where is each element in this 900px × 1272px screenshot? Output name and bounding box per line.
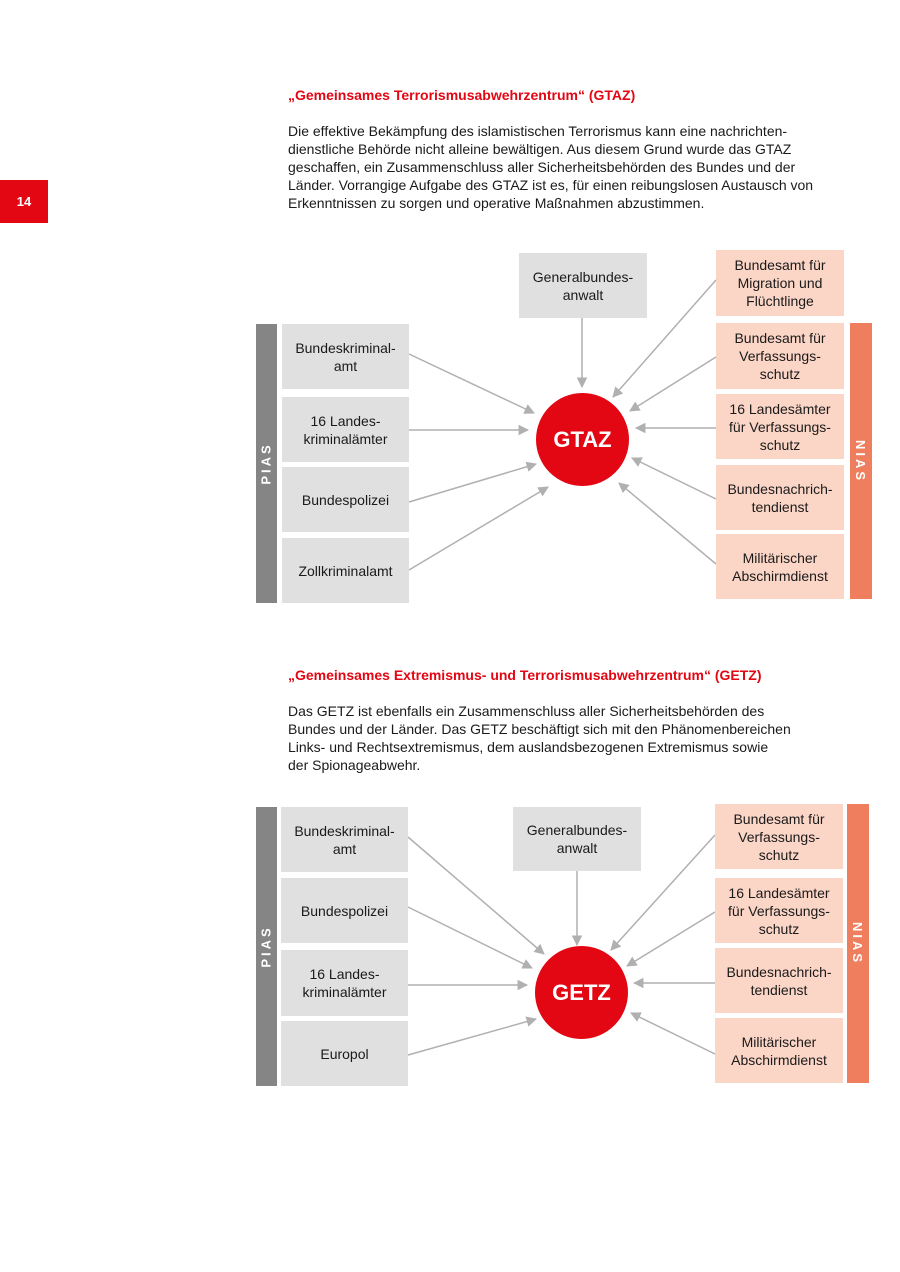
getz-circle: GETZ bbox=[535, 946, 628, 1039]
box-bamf: Bundesamt für Migration und Flüchtlinge bbox=[716, 250, 844, 316]
box-lfv: 16 Landesämter für Verfassungs- schutz bbox=[715, 878, 843, 943]
box-europol: Europol bbox=[281, 1021, 408, 1086]
arrow-right4-to-getz bbox=[631, 1013, 715, 1054]
nias-bar bbox=[847, 804, 869, 1083]
box-bundeskriminalamt: Bundeskriminal- amt bbox=[282, 324, 409, 389]
gtaz-heading: „Gemeinsames Terrorismusabwehrzentrum“ (GTAZ) bbox=[288, 87, 636, 103]
box-bfv: Bundesamt für Verfassungs- schutz bbox=[716, 323, 844, 389]
box-lfv: 16 Landesämter für Verfassungs- schutz bbox=[716, 394, 844, 459]
box-mad: Militärischer Abschirmdienst bbox=[715, 1018, 843, 1083]
arrow-left2-to-getz bbox=[408, 907, 532, 968]
box-landeskriminalaemter: 16 Landes- kriminalämter bbox=[282, 397, 409, 462]
pias-label: PIAS bbox=[259, 442, 274, 485]
box-zollkriminalamt: Zollkriminalamt bbox=[282, 538, 409, 603]
pias-bar bbox=[256, 807, 277, 1086]
box-bundespolizei: Bundespolizei bbox=[281, 878, 408, 943]
pias-label: PIAS bbox=[259, 925, 274, 968]
gtaz-paragraph: Die effektive Bekämpfung des islamistischen Terrorismus kann eine nachrichten- dienstliche Behörde nicht alleine bewältigen. Aus diesem Grund wurde das GTAZ geschaffen, ein Zusammenschluss aller Sicherheitsbehörden des Bundes und der Länder. Vorrangige Aufgabe des GTAZ ist es, für einen reibungslosen Austausch von Erkenntnissen zu sorgen und operative Maßnahmen abzustimmen. bbox=[288, 123, 814, 211]
box-mad: Militärischer Abschirmdienst bbox=[716, 534, 844, 599]
box-bundespolizei: Bundespolizei bbox=[282, 467, 409, 532]
box-bfv: Bundesamt für Verfassungs- schutz bbox=[715, 804, 843, 869]
nias-label: NIAS bbox=[850, 921, 866, 966]
arrow-left4-to-getz bbox=[408, 1019, 536, 1055]
box-generalbundesanwalt: Generalbundes- anwalt bbox=[513, 807, 641, 871]
getz-heading: „Gemeinsames Extremismus- und Terrorismusabwehrzentrum“ (GETZ) bbox=[288, 667, 762, 683]
box-bnd: Bundesnachrich- tendienst bbox=[715, 948, 843, 1013]
getz-paragraph: Das GETZ ist ebenfalls ein Zusammenschluss aller Sicherheitsbehörden des Bundes und der Länder. Das GETZ beschäftigt sich mit den Phänomenbereichen Links- und Rechtsextremismus, dem auslandsbezogenen Extremismus sowie der Spionageabwehr. bbox=[288, 703, 791, 773]
box-bnd: Bundesnachrich- tendienst bbox=[716, 465, 844, 530]
box-bundeskriminalamt: Bundeskriminal- amt bbox=[281, 807, 408, 872]
gtaz-circle: GTAZ bbox=[536, 393, 629, 486]
page-number: 14 bbox=[0, 180, 48, 223]
box-generalbundesanwalt: Generalbundes- anwalt bbox=[519, 253, 647, 318]
nias-label: NIAS bbox=[853, 439, 869, 483]
arrow-right2-to-getz bbox=[627, 912, 715, 966]
box-landeskriminalaemter: 16 Landes- kriminalämter bbox=[281, 950, 408, 1016]
